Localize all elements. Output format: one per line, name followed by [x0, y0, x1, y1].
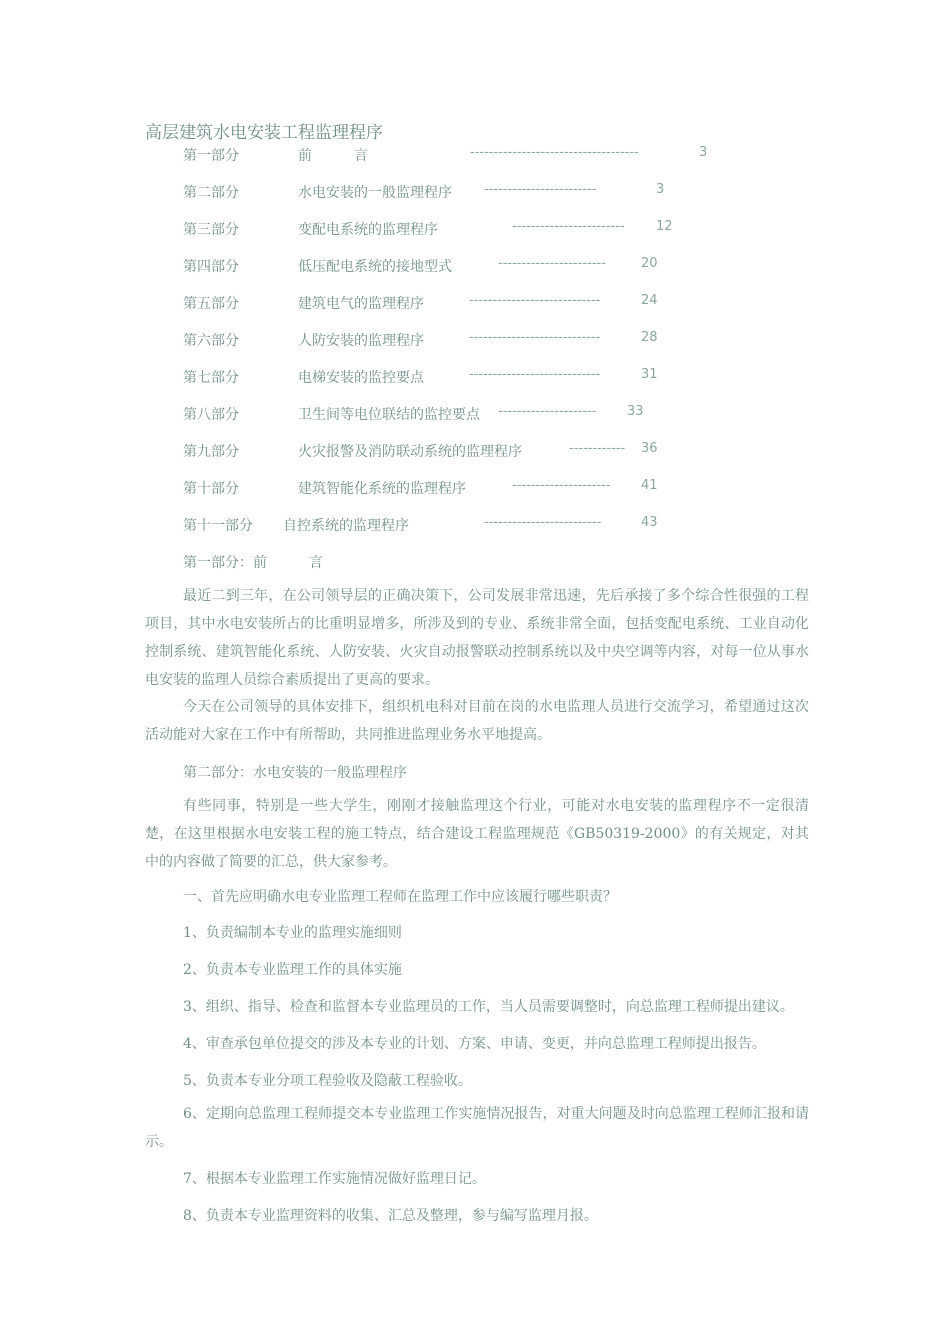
toc-leader: --------------------- [512, 478, 611, 493]
toc-part-label: 第六部分 [183, 333, 239, 349]
toc-part-label: 第十一部分 [183, 518, 253, 534]
list-item: 6、定期向总监理工程师提交本专业监理工作实施情况报告，对重大问题及时向总监理工程师汇报和请示。 [145, 1106, 809, 1150]
toc-part-label: 第五部分 [183, 296, 239, 312]
list-item: 7、根据本专业监理工作实施情况做好监理日记。 [183, 1171, 486, 1187]
toc-page-number: 20 [641, 256, 658, 271]
toc-page-number: 31 [641, 367, 658, 382]
toc-title: 火灾报警及消防联动系统的监理程序 [298, 444, 522, 460]
toc-title: 建筑电气的监理程序 [298, 296, 424, 312]
toc-leader: ---------------------------- [469, 367, 601, 382]
toc-title: 水电安装的一般监理程序 [298, 185, 452, 201]
toc-part-label: 第十部分 [183, 481, 239, 497]
toc-leader: --------------------- [498, 404, 597, 419]
list-item: 4、审查承包单位提交的涉及本专业的计划、方案、申请、变更，并向总监理工程师提出报告。 [183, 1036, 766, 1052]
toc-part-label: 第九部分 [183, 444, 239, 460]
toc-part-label: 第二部分 [183, 185, 239, 201]
toc-page-number: 12 [656, 219, 673, 234]
list-item: 3、组织、指导、检查和监督本专业监理员的工作，当人员需要调整时，向总监理工程师提出建议。 [183, 999, 794, 1015]
toc-page-number: 24 [641, 293, 658, 308]
toc-title: 变配电系统的监理程序 [298, 222, 438, 238]
body-paragraph: 有些同事，特别是一些大学生，刚刚才接触监理这个行业，可能对水电安装的监理程序不一定很清楚，在这里根据水电安装工程的施工特点，结合建设工程监理规范《GB50319-2000》的有关规定，对其中的内容做了简要的汇总，供大家参考。 [145, 798, 809, 870]
document-title: 高层建筑水电安装工程监理程序 [145, 123, 383, 143]
list-item: 5、负责本专业分项工程验收及隐蔽工程验收。 [183, 1073, 472, 1089]
question-heading: 一、首先应明确水电专业监理工程师在监理工作中应该履行哪些职责？ [183, 889, 617, 905]
body-paragraph: 今天在公司领导的具体安排下，组织机电科对目前在岗的水电监理人员进行交流学习，希望通过这次活动能对大家在工作中有所帮助，共同推进监理业务水平地提高。 [145, 699, 809, 743]
toc-part-label: 第七部分 [183, 370, 239, 386]
list-item: 2、负责本专业监理工作的具体实施 [183, 962, 402, 978]
toc-page-number: 33 [627, 404, 644, 419]
toc-page-number: 3 [656, 182, 665, 197]
toc-part-label: 第三部分 [183, 222, 239, 238]
toc-title: 建筑智能化系统的监理程序 [298, 481, 466, 497]
toc-title: 人防安装的监理程序 [298, 333, 424, 349]
toc-title: 低压配电系统的接地型式 [298, 259, 452, 275]
toc-page-number: 41 [641, 478, 658, 493]
toc-page-number: 36 [641, 441, 658, 456]
toc-leader: ------------------------------------ [470, 145, 639, 160]
body-paragraph: 最近二到三年，在公司领导层的正确决策下，公司发展非常迅速，先后承接了多个综合性很强的工程项目，其中水电安装所占的比重明显增多，所涉及到的专业、系统非常全面，包括变配电系统、工业自动化控制系统、建筑智能化系统、人防安装、火灾自动报警联动控制系统以及中央空调等内容，对每一位从事水电安装的监理人员综合素质提出了更高的要求。 [145, 588, 809, 688]
toc-part-label: 第一部分 [183, 148, 239, 164]
toc-page-number: 28 [641, 330, 658, 345]
section-heading: 第二部分：水电安装的一般监理程序 [183, 765, 407, 781]
toc-leader: ---------------------------- [469, 293, 601, 308]
list-item: 8、负责本专业监理资料的收集、汇总及整理，参与编写监理月报。 [183, 1208, 598, 1224]
toc-leader: ------------------------ [484, 182, 597, 197]
section-heading: 第一部分：前 言 [183, 555, 323, 571]
toc-leader: ------------------------- [484, 515, 602, 530]
toc-leader: ------------------------ [512, 219, 625, 234]
toc-title: 前 言 [298, 148, 368, 164]
toc-title: 自控系统的监理程序 [283, 518, 409, 534]
toc-leader: ---------------------------- [469, 330, 601, 345]
list-item: 1、负责编制本专业的监理实施细则 [183, 925, 402, 941]
toc-leader: ----------------------- [498, 256, 606, 271]
toc-part-label: 第八部分 [183, 407, 239, 423]
toc-title: 卫生间等电位联结的监控要点 [298, 407, 480, 423]
toc-page-number: 43 [641, 515, 658, 530]
toc-page-number: 3 [699, 145, 708, 160]
toc-part-label: 第四部分 [183, 259, 239, 275]
toc-leader: ------------ [569, 441, 626, 456]
toc-title: 电梯安装的监控要点 [298, 370, 424, 386]
